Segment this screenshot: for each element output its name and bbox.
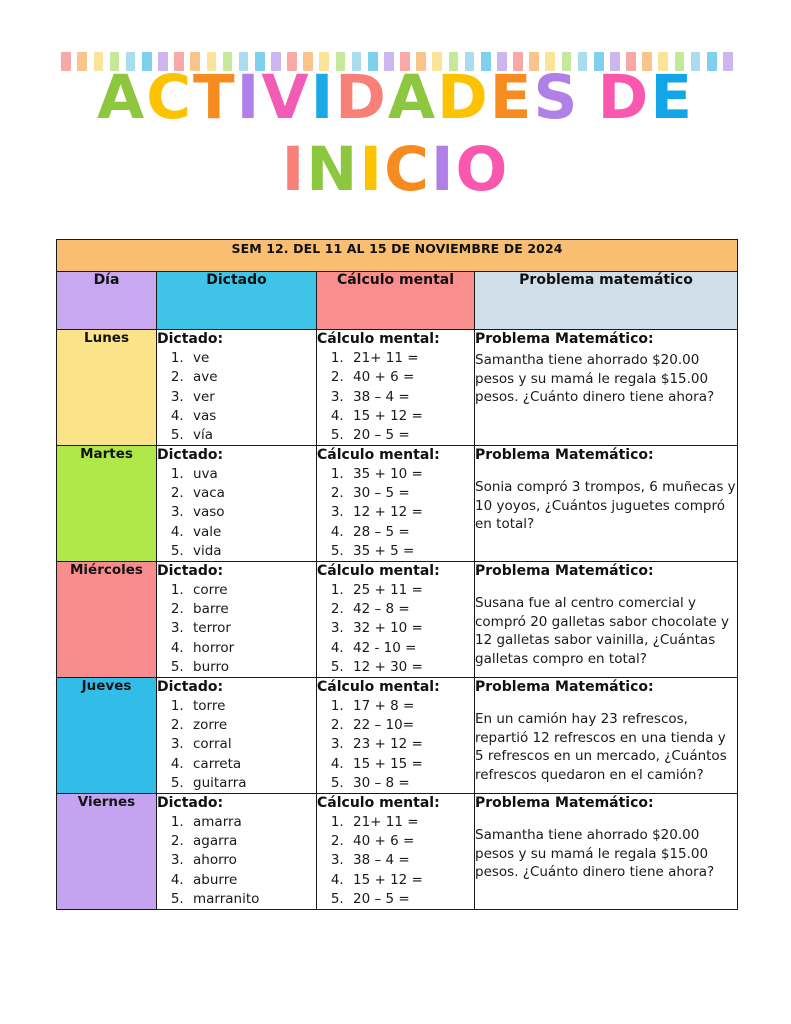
list-item: 1. torre bbox=[188, 697, 316, 716]
list-item: 1. corre bbox=[188, 581, 316, 600]
list-item: 4. horror bbox=[188, 639, 316, 658]
day-label-cell: Miércoles bbox=[57, 561, 157, 677]
list-item: 4. 15 + 15 = bbox=[348, 755, 474, 774]
list-item: 3. corral bbox=[188, 735, 316, 754]
weekly-activities-table bbox=[56, 239, 738, 910]
title-letter: I bbox=[281, 133, 307, 205]
title-letter: D bbox=[335, 62, 388, 133]
list-item: 2. 40 + 6 = bbox=[348, 368, 474, 387]
list-item: 3. 38 – 4 = bbox=[348, 851, 474, 870]
list-item: 1. uva bbox=[188, 465, 316, 484]
title-letter: A bbox=[387, 62, 438, 133]
table-row bbox=[57, 445, 738, 561]
dictation-cell-list bbox=[157, 349, 316, 445]
math-problem-heading: Problema Matemático: bbox=[475, 794, 654, 811]
dictation-cell-list bbox=[157, 465, 316, 561]
mental-math-heading: Cálculo mental: bbox=[317, 794, 440, 811]
list-item: 4. 28 – 5 = bbox=[348, 523, 474, 542]
list-item: 2. 40 + 6 = bbox=[348, 832, 474, 851]
title-letter: D bbox=[437, 62, 490, 133]
table-row bbox=[57, 677, 738, 793]
day-label-cell: Martes bbox=[57, 445, 157, 561]
math-problem-cell bbox=[475, 445, 738, 561]
list-item: 5. burro bbox=[188, 658, 316, 677]
title-letter: I bbox=[430, 133, 456, 205]
dictation-heading: Dictado: bbox=[157, 446, 224, 463]
title-letter: E bbox=[650, 62, 694, 133]
list-item: 2. 42 – 8 = bbox=[348, 600, 474, 619]
mental-math-cell bbox=[317, 330, 475, 446]
list-item: 2. vaca bbox=[188, 484, 316, 503]
title-letter: I bbox=[310, 62, 336, 133]
dictation-cell bbox=[157, 445, 317, 561]
title-letter: D bbox=[597, 62, 651, 133]
dictation-heading: Dictado: bbox=[157, 562, 224, 579]
title-letter: E bbox=[489, 62, 534, 133]
list-item: 5. 20 – 5 = bbox=[348, 426, 474, 445]
week-banner-row bbox=[57, 240, 738, 272]
table-row bbox=[57, 561, 738, 677]
list-item: 3. vaso bbox=[188, 503, 316, 522]
table-row bbox=[57, 330, 738, 446]
list-item: 4. 15 + 12 = bbox=[348, 871, 474, 890]
dictation-cell bbox=[157, 561, 317, 677]
math-problem-text: Samantha tiene ahorrado $20.00 pesos y su mamá le regala $15.00 pesos. ¿Cuánto dinero tiene ahora? bbox=[475, 352, 715, 406]
dictation-heading: Dictado: bbox=[157, 794, 224, 811]
math-problem-heading: Problema Matemático: bbox=[475, 446, 654, 463]
mental-math-cell-list bbox=[317, 813, 474, 909]
dictation-cell bbox=[157, 793, 317, 909]
title-letter: O bbox=[455, 133, 510, 205]
day-label-cell: Viernes bbox=[57, 793, 157, 909]
title-letter: I bbox=[359, 133, 385, 205]
list-item: 4. 15 + 12 = bbox=[348, 407, 474, 426]
list-item: 3. 23 + 12 = bbox=[348, 735, 474, 754]
title-letter: I bbox=[236, 62, 262, 133]
list-item: 3. ahorro bbox=[188, 851, 316, 870]
mental-math-heading: Cálculo mental: bbox=[317, 331, 440, 347]
list-item: 1. 35 + 10 = bbox=[348, 465, 474, 484]
title-line-inicio bbox=[0, 133, 791, 205]
dictation-heading: Dictado: bbox=[157, 678, 224, 695]
list-item: 3. 12 + 12 = bbox=[348, 503, 474, 522]
math-problem-text: Susana fue al centro comercial y compró 20 galletas sabor chocolate y 12 galletas sabor vainilla, ¿Cuántas galletas compro en total? bbox=[475, 595, 734, 667]
title-letter: A bbox=[97, 62, 147, 133]
mental-math-heading: Cálculo mental: bbox=[317, 678, 440, 695]
mental-math-cell-list bbox=[317, 349, 474, 445]
math-problem-cell bbox=[475, 561, 738, 677]
list-item: 2. agarra bbox=[188, 832, 316, 851]
title-letter: C bbox=[146, 62, 194, 133]
title-letter: N bbox=[306, 133, 360, 205]
dictation-cell-list bbox=[157, 813, 316, 909]
mental-math-cell bbox=[317, 793, 475, 909]
list-item: 4. aburre bbox=[188, 871, 316, 890]
math-problem-text: Sonia compró 3 trompos, 6 muñecas y 10 yoyos, ¿Cuántos juguetes compró en total? bbox=[475, 479, 740, 533]
list-item: 4. vas bbox=[188, 407, 316, 426]
mental-math-cell bbox=[317, 561, 475, 677]
math-problem-text: Samantha tiene ahorrado $20.00 pesos y su mamá le regala $15.00 pesos. ¿Cuánto dinero tiene ahora? bbox=[475, 827, 715, 881]
math-problem-heading: Problema Matemático: bbox=[475, 678, 654, 695]
list-item: 2. ave bbox=[188, 368, 316, 387]
mental-math-heading: Cálculo mental: bbox=[317, 446, 440, 463]
dictation-cell-list bbox=[157, 581, 316, 677]
list-item: 2. 22 – 10= bbox=[348, 716, 474, 735]
page-title bbox=[0, 62, 791, 205]
mental-math-cell bbox=[317, 677, 475, 793]
list-item: 3. ver bbox=[188, 388, 316, 407]
dictation-cell bbox=[157, 677, 317, 793]
list-item: 1. 17 + 8 = bbox=[348, 697, 474, 716]
math-problem-heading: Problema Matemático: bbox=[475, 562, 654, 579]
list-item: 5. guitarra bbox=[188, 774, 316, 793]
day-label-cell: Lunes bbox=[57, 330, 157, 446]
list-item: 2. 30 – 5 = bbox=[348, 484, 474, 503]
title-letter: V bbox=[261, 62, 311, 133]
mental-math-heading: Cálculo mental: bbox=[317, 562, 440, 579]
mental-math-cell-list bbox=[317, 697, 474, 793]
list-item: 2. barre bbox=[188, 600, 316, 619]
column-header-math-problem: Problema matemático bbox=[475, 272, 738, 330]
dictation-cell bbox=[157, 330, 317, 446]
week-banner-cell bbox=[57, 240, 738, 272]
title-line-actividades-de bbox=[0, 62, 791, 133]
list-item: 1. amarra bbox=[188, 813, 316, 832]
math-problem-cell bbox=[475, 677, 738, 793]
column-header-mental-math: Cálculo mental bbox=[317, 272, 475, 330]
list-item: 5. 30 – 8 = bbox=[348, 774, 474, 793]
list-item: 1. 25 + 11 = bbox=[348, 581, 474, 600]
math-problem-text: En un camión hay 23 refrescos, repartió 12 refrescos en una tienda y 5 refrescos en un mercado, ¿Cuántos refrescos quedaron en el camión? bbox=[475, 711, 732, 783]
list-item: 1. 21+ 11 = bbox=[348, 813, 474, 832]
week-banner-text: SEM 12. DEL 11 AL 15 DE NOVIEMBRE DE 2024 bbox=[231, 241, 563, 256]
column-header-day: Día bbox=[57, 272, 157, 330]
list-item: 5. vida bbox=[188, 542, 316, 561]
mental-math-cell-list bbox=[317, 581, 474, 677]
title-letter: T bbox=[193, 62, 237, 133]
list-item: 5. 20 – 5 = bbox=[348, 890, 474, 909]
list-item: 4. 42 - 10 = bbox=[348, 639, 474, 658]
list-item: 2. zorre bbox=[188, 716, 316, 735]
list-item: 3. 32 + 10 = bbox=[348, 619, 474, 638]
table-row bbox=[57, 793, 738, 909]
list-item: 1. ve bbox=[188, 349, 316, 368]
mental-math-cell bbox=[317, 445, 475, 561]
column-header-dictation: Dictado bbox=[157, 272, 317, 330]
title-letter: C bbox=[384, 133, 431, 205]
list-item: 4. vale bbox=[188, 523, 316, 542]
title-letter: S bbox=[533, 62, 580, 133]
day-label-cell: Jueves bbox=[57, 677, 157, 793]
list-item: 3. terror bbox=[188, 619, 316, 638]
list-item: 4. carreta bbox=[188, 755, 316, 774]
dictation-cell-list bbox=[157, 697, 316, 793]
table-header-row bbox=[57, 272, 738, 330]
math-problem-cell bbox=[475, 330, 738, 446]
list-item: 5. marranito bbox=[188, 890, 316, 909]
math-problem-heading: Problema Matemático: bbox=[475, 331, 654, 347]
mental-math-cell-list bbox=[317, 465, 474, 561]
list-item: 3. 38 – 4 = bbox=[348, 388, 474, 407]
math-problem-cell bbox=[475, 793, 738, 909]
list-item: 5. vía bbox=[188, 426, 316, 445]
list-item: 1. 21+ 11 = bbox=[348, 349, 474, 368]
list-item: 5. 12 + 30 = bbox=[348, 658, 474, 677]
dictation-heading: Dictado: bbox=[157, 331, 224, 347]
list-item: 5. 35 + 5 = bbox=[348, 542, 474, 561]
